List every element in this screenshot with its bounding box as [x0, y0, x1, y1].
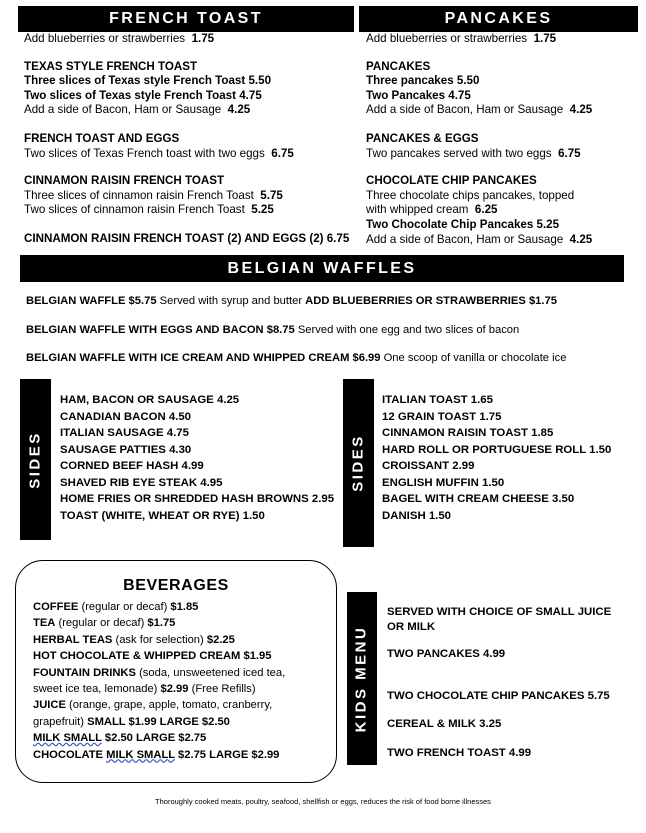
texas-two: Two slices of Texas style French Toast 4.75: [24, 88, 262, 102]
pancakes-header: PANCAKES: [359, 6, 638, 32]
sides-right-list: [382, 392, 611, 524]
kids-served: SERVED WITH CHOICE OF SMALL JUICE: [387, 606, 612, 618]
choc-chip-desc2: with whipped cream 6.25: [366, 203, 498, 217]
kids-served-2: OR MILK: [387, 620, 436, 633]
list-item: CANADIAN BACON 4.50: [60, 410, 192, 423]
waffle-eggs-bacon: BELGIAN WAFFLE WITH EGGS AND BACON $8.75 Served with one egg and two slices of bacon: [26, 323, 520, 336]
texas-title: TEXAS STYLE FRENCH TOAST: [24, 59, 198, 73]
bev-juice: JUICE (orange, grape, apple, tomato, cranberry,: [33, 699, 273, 712]
ft-eggs-desc: Two slices of Texas French toast with two eggs 6.75: [24, 146, 294, 160]
bev-tea: TEA (regular or decaf) $1.75: [33, 617, 176, 630]
list-item: CORNED BEEF HASH 4.99: [60, 460, 204, 472]
bev-hot-chocolate: HOT CHOCOLATE & WHIPPED CREAM $1.95: [33, 650, 272, 663]
choc-chip-title: CHOCOLATE CHIP PANCAKES: [366, 174, 537, 188]
sides-left-label-bar: [20, 379, 51, 540]
list-item: HAM, BACON OR SAUSAGE 4.25: [60, 394, 240, 406]
bev-fountain: FOUNTAIN DRINKS (soda, unsweetened iced tea,: [33, 666, 286, 679]
cinn-three: Three slices of cinnamon raisin French Toast 5.75: [24, 188, 283, 202]
list-item: HARD ROLL OR PORTUGUESE ROLL 1.50: [382, 443, 612, 456]
list-item: HOME FRIES OR SHREDDED HASH BROWNS 2.95: [60, 493, 335, 505]
list-item: TOAST (WHITE, WHEAT OR RYE) 1.50: [60, 509, 265, 522]
sides-right-label-bar: [343, 379, 374, 547]
pancakes-section: [366, 32, 592, 247]
list-item: ENGLISH MUFFIN 1.50: [382, 476, 505, 489]
pancakes-eggs-desc: Two pancakes served with two eggs 6.75: [366, 146, 581, 160]
beverages-box: [15, 560, 337, 783]
sides-left-label: SIDES: [26, 430, 44, 489]
list-item: CROISSANT 2.99: [382, 460, 475, 472]
bev-chocolate-milk: CHOCOLATE MILK SMALL $2.75 LARGE $2.99: [33, 748, 280, 761]
choc-chip-two: Two Chocolate Chip Pancakes 5.25: [366, 217, 560, 231]
ft-eggs-title: FRENCH TOAST AND EGGS: [24, 131, 180, 145]
list-item: ITALIAN SAUSAGE 4.75: [60, 427, 189, 439]
waffle-plain: BELGIAN WAFFLE $5.75 Served with syrup and butter ADD BLUEBERRIES OR STRAWBERRIES $1.75: [26, 295, 557, 307]
kids-menu-label-bar: [347, 592, 377, 765]
beverages-list: [33, 599, 285, 763]
list-item: TWO PANCAKES 4.99: [387, 648, 506, 661]
list-item: SHAVED RIB EYE STEAK 4.95: [60, 476, 223, 489]
list-item: TWO FRENCH TOAST 4.99: [387, 746, 532, 759]
belgian-waffles-header: BELGIAN WAFFLES: [20, 255, 624, 282]
pancakes-side: Add a side of Bacon, Ham or Sausage 4.25: [366, 103, 593, 117]
cinn-two: Two slices of cinnamon raisin French Toast 5.25: [24, 203, 274, 217]
list-item: CEREAL & MILK 3.25: [387, 718, 502, 731]
list-item: 12 GRAIN TOAST 1.75: [382, 410, 502, 423]
bev-juice-2: grapefruit) SMALL $1.99 LARGE $2.50: [33, 715, 230, 728]
french-toast-section: [24, 32, 349, 247]
footer-disclaimer: Thoroughly cooked meats, poultry, seafood, shellfish or eggs, reduces the risk of food borne illnesses: [155, 797, 491, 806]
list-item: BAGEL WITH CREAM CHEESE 3.50: [382, 493, 575, 505]
bev-herbal: HERBAL TEAS (ask for selection) $2.25: [33, 633, 235, 646]
choc-chip-side: Add a side of Bacon, Ham or Sausage 4.25: [366, 232, 593, 246]
sides-left-list: [60, 392, 334, 524]
kids-menu-label: KIDS MENU: [352, 625, 370, 732]
list-item: TWO CHOCOLATE CHIP PANCAKES 5.75: [387, 689, 610, 702]
list-item: ITALIAN TOAST 1.65: [382, 394, 493, 406]
list-item: DANISH 1.50: [382, 509, 452, 522]
cinn-eggs: CINNAMON RAISIN FRENCH TOAST (2) AND EGGS (2) 6.75: [24, 231, 350, 245]
beverages-title: BEVERAGES: [123, 577, 229, 594]
list-item: CINNAMON RAISIN TOAST 1.85: [382, 427, 554, 439]
cinn-title: CINNAMON RAISIN FRENCH TOAST: [24, 174, 225, 188]
pancakes-addon: Add blueberries or strawberries 1.75: [366, 32, 557, 45]
french-toast-header: FRENCH TOAST: [18, 6, 354, 32]
bev-milk: MILK SMALL $2.50 LARGE $2.75: [33, 732, 207, 745]
choc-chip-desc1: Three chocolate chips pancakes, topped: [366, 188, 575, 202]
texas-three: Three slices of Texas style French Toast 5.50: [24, 74, 272, 88]
kids-menu-list: [387, 605, 611, 761]
bev-coffee: COFFEE (regular or decaf) $1.85: [33, 601, 199, 613]
bev-fountain-2: sweet ice tea, lemonade) $2.99 (Free Refills): [33, 682, 256, 695]
list-item: SAUSAGE PATTIES 4.30: [60, 443, 192, 456]
sides-right-label: SIDES: [349, 434, 367, 492]
pancakes-title: PANCAKES: [366, 59, 431, 73]
pancakes-eggs-title: PANCAKES & EGGS: [366, 131, 479, 145]
waffle-ice-cream: BELGIAN WAFFLE WITH ICE CREAM AND WHIPPED CREAM $6.99 One scoop of vanilla or chocolate ice: [26, 352, 567, 365]
texas-side: Add a side of Bacon, Ham or Sausage 4.25: [24, 103, 251, 117]
french-toast-addon: Add blueberries or strawberries 1.75: [24, 32, 215, 45]
waffles-section: [26, 294, 566, 366]
pancakes-three: Three pancakes 5.50: [366, 74, 480, 88]
pancakes-two: Two Pancakes 4.75: [366, 88, 471, 102]
